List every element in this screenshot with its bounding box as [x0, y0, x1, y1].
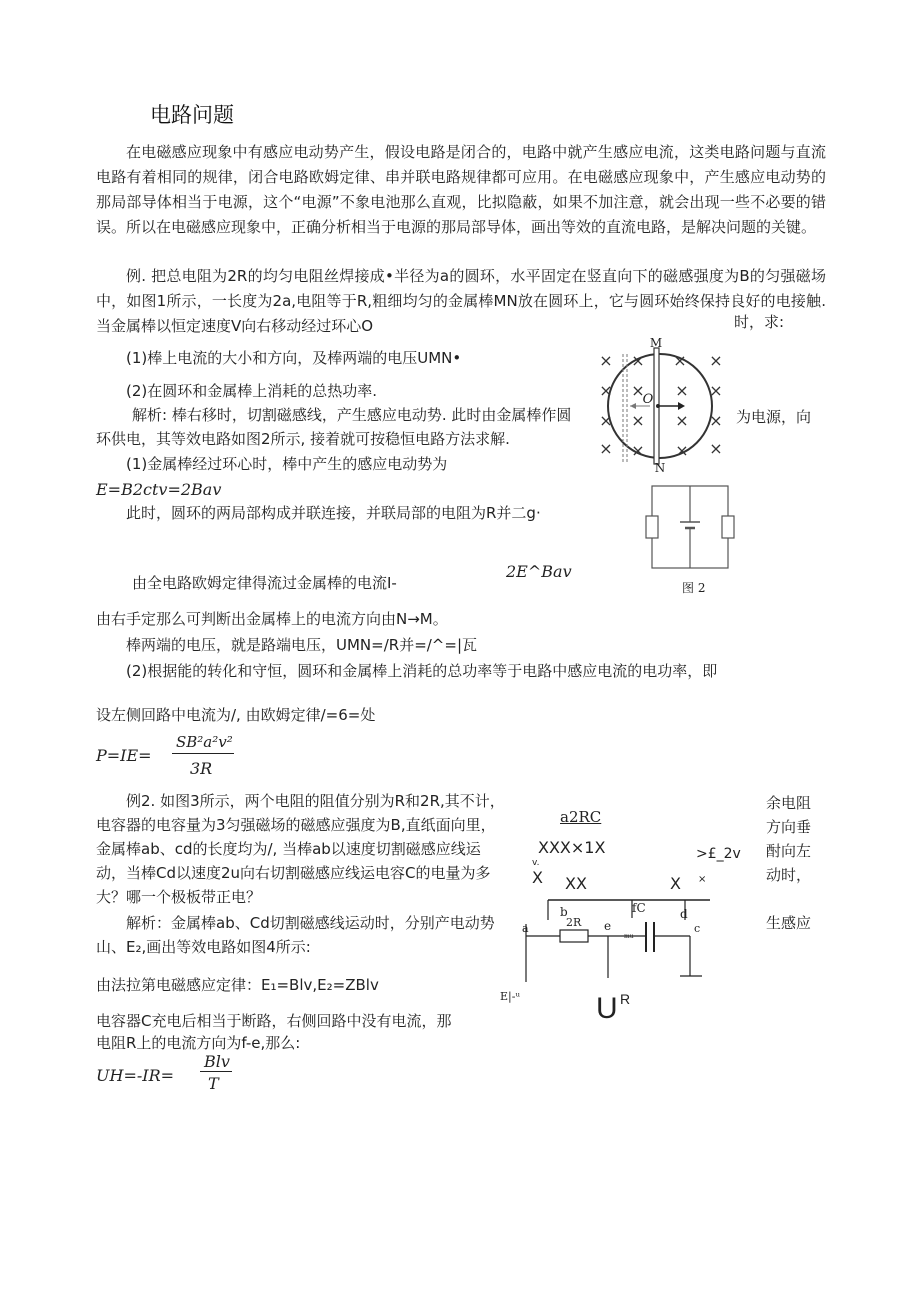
- voltage-fraction-bar: [200, 1071, 232, 1072]
- example2-right-1: 余电阻: [766, 794, 812, 812]
- voltage-denominator: T: [208, 1074, 219, 1093]
- example2-line-5: 大？哪一个极板带正电？: [96, 888, 262, 906]
- example2-line-1: 例2. 如图3所示，两个电阻的阻值分别为R和2R,其不计，: [126, 792, 505, 810]
- fig3-velocity-2v: >£_2v: [696, 846, 741, 862]
- fig1-cross: ×: [709, 351, 723, 370]
- fig3-a2rc: [560, 808, 601, 826]
- example2-line-3: 金属棒ab、cd的长度均为/, 当棒ab以速度切割磁感应线运: [96, 840, 481, 858]
- fig3-x-left: X: [532, 868, 543, 887]
- intro-paragraph: 在电磁感应现象中有感应电动势产生，假设电路是闭合的，电路中就产生感应电流，这类电路问题与直流电路有着相同的规律，闭合电路欧姆定律、串并联电路规律都可应用。在电磁感应现象中，产生感应电动势的那局部导体相当于电源，这个“电源”不象电池那么直观，比拟隐蔽，如果不加注意，就会出现一些不必要的错误。所以在电磁感应现象中，正确分析相当于电源的那局部导体，画出等效的直流电路，是解决问题的关键。: [96, 143, 826, 236]
- figure-4-circuit: [500, 890, 720, 1025]
- fig1-cross: ×: [599, 381, 613, 400]
- fig1-cross: ×: [675, 441, 689, 460]
- voltage-numerator: Blv: [204, 1052, 230, 1071]
- ohm-law-text: 由全电路欧姆定律得流过金属棒的电流I-: [132, 574, 397, 592]
- emf-equation: E=B2ctv=2Bav: [96, 480, 222, 499]
- example2-line-4: 动，当棒Cd以速度2u向右切割磁感应线运电容C的电量为多: [96, 864, 491, 882]
- example2-right-5: 生感应: [766, 914, 812, 932]
- voltage-lhs: UH=-IR=: [96, 1066, 175, 1085]
- fig4-label-e1: E|-ᵘ: [500, 990, 520, 1003]
- power-numerator: SB²a²v²: [176, 733, 233, 751]
- step-1: (1)金属棒经过环心时，棒中产生的感应电动势为: [126, 455, 448, 473]
- question-2: (2)在圆环和金属棒上消耗的总热功率.: [126, 382, 378, 400]
- page-title: 电路问题: [150, 103, 234, 127]
- analysis-line-a: 解析: 棒右移时，切割磁感线，产生感应电动势. 此时由金属棒作圆: [132, 406, 572, 424]
- fig4-label-e: e: [604, 919, 612, 933]
- current-direction: 由右手定那么可判断出金属棒上的电流方向由N→M。: [96, 610, 448, 628]
- example1-shi-qiu: 时，求:: [734, 313, 785, 331]
- fig1-cross: ×: [599, 411, 613, 430]
- fig3-v1: v.: [532, 858, 540, 868]
- capacitor-line-1: 电容器C充电后相当于断路，右侧回路中没有电流，那: [96, 1012, 452, 1030]
- fig3-xx: XX: [565, 874, 587, 893]
- figure-1-ring: [590, 336, 730, 476]
- fig1-label-n: N: [654, 461, 666, 475]
- fig3-xxx: XXX×1X: [538, 838, 606, 857]
- fig1-cross: ×: [709, 381, 723, 400]
- fig3-x-small: ×: [698, 874, 707, 885]
- example2-right-3: 酎向左: [766, 842, 812, 860]
- fig1-label-o: O: [642, 392, 654, 407]
- fig4-label-b: b: [560, 905, 568, 919]
- fig4-label-a: a: [522, 922, 529, 935]
- fig1-label-m: M: [649, 336, 663, 350]
- parallel-text: 此时，圆环的两局部构成并联连接，并联局部的电阻为R并二g·: [126, 504, 541, 522]
- fig4-label-r: R: [620, 991, 631, 1007]
- fig1-cross: ×: [709, 439, 723, 458]
- power-fraction-bar: [172, 753, 234, 754]
- fig4-label-2r: 2R: [566, 916, 582, 929]
- power-lhs: P=IE=: [96, 746, 152, 765]
- fig4-label-c: c: [694, 922, 701, 935]
- fig1-cross: ×: [675, 411, 689, 430]
- rod-voltage: 棒两端的电压，就是路端电压，UMN=/R并=/^=|瓦: [126, 636, 478, 654]
- question-1: (1)棒上电流的大小和方向，及棒两端的电压UMN•: [126, 349, 462, 367]
- fig1-cross: ×: [673, 351, 687, 370]
- fig4-label-u: U: [596, 992, 618, 1025]
- example2-line-2: 电容器的电容量为3匀强磁场的磁感应强度为B,直纸面向里，: [96, 816, 496, 834]
- fig4-label-d: d: [680, 907, 688, 921]
- analysis-line-b: 为电源，向: [736, 408, 812, 426]
- fig3-a2rc-text: a2RC: [560, 808, 602, 826]
- fig1-cross: ×: [675, 381, 689, 400]
- faraday-law: 由法拉第电磁感应定律：E₁=Blv,E₂=ZBlv: [96, 976, 379, 994]
- current-equation-fragment: 2E^Bav: [506, 562, 572, 581]
- fig1-cross: ×: [631, 351, 645, 370]
- power-denominator: 3R: [190, 759, 213, 778]
- solution-line-1: 解析：金属棒ab、Cd切割磁感线运动时，分别产电动势: [126, 914, 495, 932]
- example1-paragraph: 例. 把总电阻为2R的均匀电阻丝焊接成•半径为a的圆环，水平固定在竖直向下的磁感强度为B的匀强磁场中，如图1所示，一长度为2a,电阻等于R,粗细均匀的金属棒MN放在圆环上，它与圆环始终保持良好的电接触. 当金属棒以恒定速度V向右移动经过环心O: [96, 267, 826, 335]
- fig4-label-fc: fC: [632, 901, 646, 915]
- fig1-cross: ×: [599, 439, 613, 458]
- fig1-cross: ×: [631, 381, 645, 400]
- fig1-cross: ×: [631, 441, 645, 460]
- example2-right-2: 方向垂: [766, 818, 812, 836]
- example2-right-4: 动时，: [766, 866, 812, 884]
- capacitor-line-2: 电阻R上的电流方向为f-e,那么:: [96, 1034, 301, 1052]
- fig4-label-small: mu: [624, 933, 634, 940]
- fig1-cross: ×: [599, 351, 613, 370]
- fig3-x-right: X: [670, 874, 681, 893]
- fig2-caption: 图 2: [682, 581, 706, 595]
- solution-line-2: 山、E₂,画出等效电路如图4所示:: [96, 938, 311, 956]
- figure-2-circuit: [640, 484, 740, 600]
- fig1-cross: ×: [631, 411, 645, 430]
- analysis-line-c: 环供电，其等效电路如图2所示, 接着就可按稳恒电路方法求解.: [96, 430, 510, 448]
- fig1-cross: ×: [709, 411, 723, 430]
- step-2: (2)根据能的转化和守恒，圆环和金属棒上消耗的总功率等于电路中感应电流的电功率，即: [126, 662, 718, 680]
- left-loop-text: 设左侧回路中电流为/, 由欧姆定律/=6=处: [96, 706, 376, 724]
